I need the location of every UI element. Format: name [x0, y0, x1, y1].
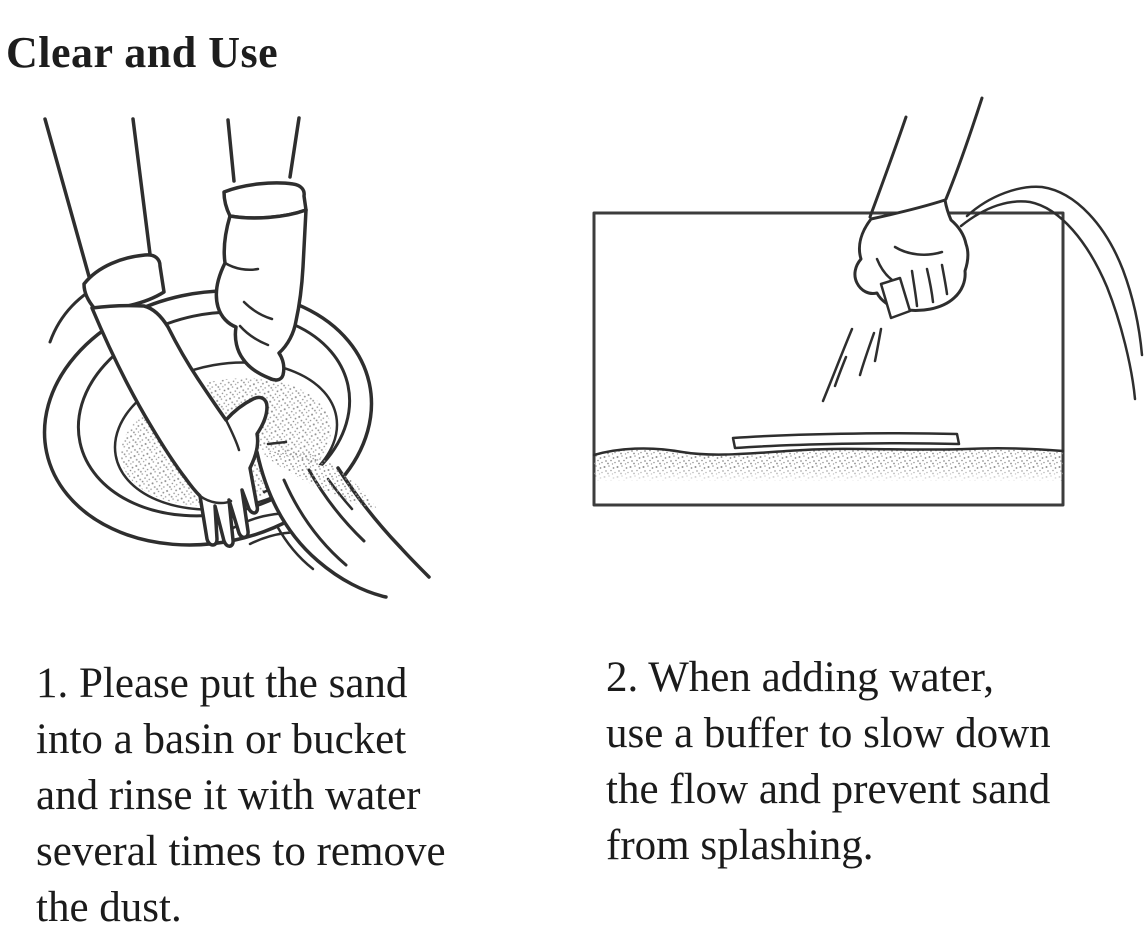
caption-line: 2. When adding water,: [606, 654, 994, 701]
buffer-plate: [733, 433, 959, 448]
caption-line: and rinse it with water: [36, 772, 421, 819]
tank-fill-drawing: [590, 95, 1145, 535]
step-1-caption: [36, 656, 446, 936]
basin-wash-drawing: [28, 98, 440, 600]
rinsing-sand-illustration: [28, 98, 440, 600]
caption-line: the flow and prevent sand: [606, 766, 1051, 813]
caption-line: 1. Please put the sand: [36, 660, 408, 707]
caption-line: into a basin or bucket: [36, 716, 407, 763]
caption-line: the dust.: [36, 884, 182, 931]
caption-line: from splashing.: [606, 822, 874, 869]
step-2-caption: [606, 650, 1051, 874]
caption-line: several times to remove: [36, 828, 446, 875]
page-title: Clear and Use: [6, 28, 279, 78]
caption-line: use a buffer to slow down: [606, 710, 1051, 757]
adding-water-illustration: [590, 95, 1145, 535]
